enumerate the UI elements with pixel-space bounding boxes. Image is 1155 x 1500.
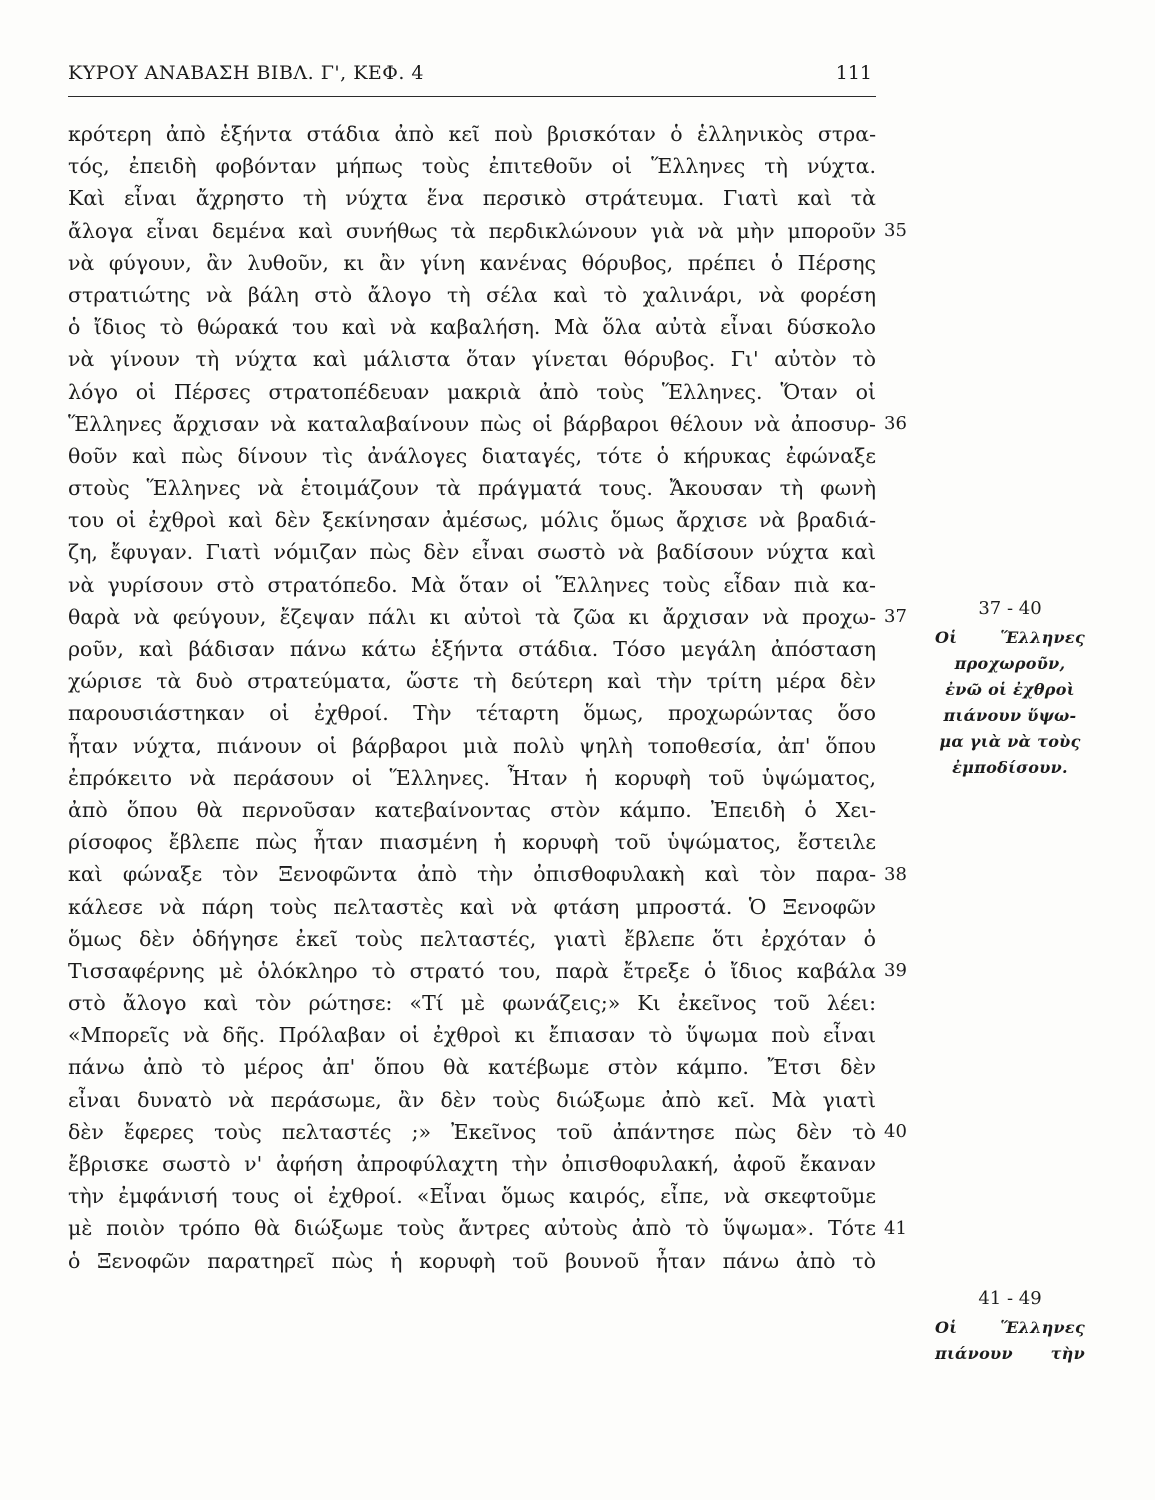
text-line: Ἕλληνες ἄρχισαν νὰ καταλαβαίνουν πὼς οἱ βάρβαροι θέλουν νὰ ἀποσυρ- — [68, 411, 876, 436]
section-number: 38 — [884, 863, 907, 885]
text-line: πάνω ἀπὸ τὸ μέρος ἀπ' ὅπου θὰ κατέβωμε στὸν κάμπο. Ἔτσι δὲν — [68, 1055, 876, 1080]
text-line: ἦταν νύχτα, πιάνουν οἱ βάρβαροι μιὰ πολὺ ψηλὴ τοποθεσία, ἀπ' ὅπου — [68, 733, 876, 758]
text-line: ρίσοφος ἔβλεπε πὼς ἦταν πιασμένη ἡ κορυφὴ τοῦ ὑψώματος, ἔστειλε — [68, 830, 876, 855]
section-number: 35 — [884, 219, 907, 241]
sidenote-line: ἐνῶ οἱ ἐχθροὶ — [945, 680, 1075, 699]
sidenote-range: 37 - 40 — [978, 598, 1042, 619]
text-line: κάλεσε νὰ πάρη τοὺς πελταστὲς καὶ νὰ φτάση μπροστά. Ὁ Ξενοφῶν — [68, 894, 876, 919]
sidenote-line: Οἱ Ἕλληνες — [935, 1318, 1085, 1337]
text-line: κρότερη ἀπὸ ἑξήντα στάδια ἀπὸ κεῖ ποὺ βρισκόταν ὁ ἑλληνικὸς στρα- — [68, 122, 876, 146]
body-text — [68, 118, 876, 1277]
text-line: ἔβρισκε σωστὸ ν' ἀφήση ἀπροφύλαχτη τὴν ὀπισθοφυλακή, ἀφοῦ ἔκαναν — [68, 1152, 876, 1176]
sidenote-line: μα γιὰ νὰ τοὺς — [939, 732, 1081, 751]
text-line: Τισσαφέρνης μὲ ὁλόκληρο τὸ στρατό του, παρὰ ἔτρεξε ὁ ἴδιος καβάλα — [68, 958, 876, 983]
text-line: νὰ φύγουν, ἂν λυθοῦν, κι ἂν γίνη κανένας θόρυβος, πρέπει ὁ Πέρσης — [68, 250, 876, 275]
section-number: 36 — [884, 412, 907, 434]
text-line: Καὶ εἶναι ἄχρηστο τὴ νύχτα ἕνα περσικὸ στράτευμα. Γιατὶ καὶ τὰ — [68, 186, 876, 211]
text-line: ὁ ἴδιος τὸ θώρακά του καὶ νὰ καβαλήση. Μὰ ὅλα αὐτὰ εἶναι δύσκολο — [68, 315, 876, 340]
text-line: στρατιώτης νὰ βάλη στὸ ἄλογο τὴ σέλα καὶ τὸ χαλινάρι, νὰ φορέση — [68, 282, 876, 307]
sidenote-line: ἐμποδίσουν. — [952, 758, 1068, 777]
section-number: 40 — [884, 1121, 907, 1143]
text-line: «Μπορεῖς νὰ δῆς. Πρόλαβαν οἱ ἐχθροὶ κι ἔπιασαν τὸ ὕψωμα ποὺ εἶναι — [68, 1023, 876, 1048]
text-line: ἀπὸ ὅπου θὰ περνοῦσαν κατεβαίνοντας στὸν κάμπο. Ἐπειδὴ ὁ Χει- — [68, 797, 876, 822]
sidenote-line: πιάνουν τὴν — [935, 1344, 1085, 1363]
sidenote-line: Οἱ Ἕλληνες — [935, 628, 1085, 647]
text-line: θοῦν καὶ πὼς δίνουν τὶς ἀνάλογες διαταγές, τότε ὁ κήρυκας ἐφώναξε — [68, 443, 876, 468]
text-line: θαρὰ νὰ φεύγουν, ἔζεψαν πάλι κι αὐτοὶ τὰ ζῶα κι ἄρχισαν νὰ προχω- — [68, 604, 876, 629]
text-line: νὰ γυρίσουν στὸ στρατόπεδο. Μὰ ὅταν οἱ Ἕλληνες τοὺς εἶδαν πιὰ κα- — [68, 572, 876, 597]
sidenote-range: 41 - 49 — [978, 1288, 1042, 1309]
text-line: τός, ἐπειδὴ φοβόνταν μήπως τοὺς ἐπιτεθοῦν οἱ Ἕλληνες τὴ νύχτα. — [68, 154, 876, 179]
text-line: δὲν ἔφερες τοὺς πελταστές ;» Ἐκεῖνος τοῦ ἀπάντησε πὼς δὲν τὸ — [68, 1119, 876, 1144]
text-line: τὴν ἐμφάνισή τους οἱ ἐχθροί. «Εἶναι ὅμως καιρός, εἶπε, νὰ σκεφτοῦμε — [68, 1184, 876, 1209]
text-line: ζη, ἔφυγαν. Γιατὶ νόμιζαν πὼς δὲν εἶναι σωστὸ νὰ βαδίσουν νύχτα καὶ — [68, 540, 876, 565]
text-line: εἶναι δυνατὸ νὰ περάσωμε, ἂν δὲν τοὺς διώξωμε ἀπὸ κεῖ. Μὰ γιατὶ — [68, 1087, 876, 1112]
text-line: παρουσιάστηκαν οἱ ἐχθροί. Τὴν τέταρτη ὅμως, προχωρώντας ὅσο — [68, 701, 876, 726]
text-line: στοὺς Ἕλληνες νὰ ἑτοιμάζουν τὰ πράγματά τους. Ἄκουσαν τὴ φωνὴ — [68, 476, 876, 501]
running-title: ΚΥΡΟΥ ΑΝΑΒΑΣΗ ΒΙΒΛ. Γ', ΚΕΦ. 4 — [68, 62, 424, 84]
text-line: του οἱ ἐχθροὶ καὶ δὲν ξεκίνησαν ἀμέσως, μόλις ὅμως ἄρχισε νὰ βραδιά- — [68, 508, 876, 533]
sidenote-41-49 — [935, 1288, 1085, 1367]
sidenote-line: πιάνουν ὕψω- — [943, 706, 1077, 725]
section-number: 41 — [884, 1217, 907, 1239]
sidenote-37-40 — [935, 598, 1085, 781]
text-line: λόγο οἱ Πέρσες στρατοπέδευαν μακριὰ ἀπὸ τοὺς Ἕλληνες. Ὅταν οἱ — [68, 379, 876, 404]
sidenote-line: προχωροῦν, — [954, 654, 1066, 673]
text-line: μὲ ποιὸν τρόπο θὰ διώξωμε τοὺς ἄντρες αὐτοὺς ἀπὸ τὸ ὕψωμα». Τότε — [68, 1216, 876, 1241]
section-number: 37 — [884, 606, 907, 627]
text-line: χώρισε τὰ δυὸ στρατεύματα, ὥστε τὴ δεύτερη καὶ τὴν τρίτη μέρα δὲν — [68, 669, 876, 694]
text-line: νὰ γίνουν τὴ νύχτα καὶ μάλιστα ὅταν γίνεται θόρυβος. Γι' αὐτὸν τὸ — [68, 347, 876, 372]
page-number: 111 — [835, 62, 872, 84]
text-line: ἄλογα εἶναι δεμένα καὶ συνήθως τὰ περδικλώνουν γιὰ νὰ μὴν μποροῦν — [68, 218, 876, 243]
text-line: στὸ ἄλογο καὶ τὸν ρώτησε: «Τί μὲ φωνάζεις;» Κι ἐκεῖνος τοῦ λέει: — [68, 991, 876, 1016]
text-line: ὅμως δὲν ὁδήγησε ἐκεῖ τοὺς πελταστές, γιατὶ ἔβλεπε ὅτι ἐρχόταν ὁ — [68, 926, 876, 951]
section-number: 39 — [884, 960, 907, 982]
running-header — [68, 60, 876, 97]
text-line: ὁ Ξενοφῶν παρατηρεῖ πὼς ἡ κορυφὴ τοῦ βουνοῦ ἦταν πάνω ἀπὸ τὸ — [68, 1248, 876, 1273]
text-line: ροῦν, καὶ βάδισαν πάνω κάτω ἑξήντα στάδια. Τόσο μεγάλη ἀπόσταση — [68, 637, 876, 661]
text-line: καὶ φώναξε τὸν Ξενοφῶντα ἀπὸ τὴν ὀπισθοφυλακὴ καὶ τὸν παρα- — [68, 862, 876, 887]
text-line: ἐπρόκειτο νὰ περάσουν οἱ Ἕλληνες. Ἦταν ἡ κορυφὴ τοῦ ὑψώματος, — [68, 765, 876, 790]
